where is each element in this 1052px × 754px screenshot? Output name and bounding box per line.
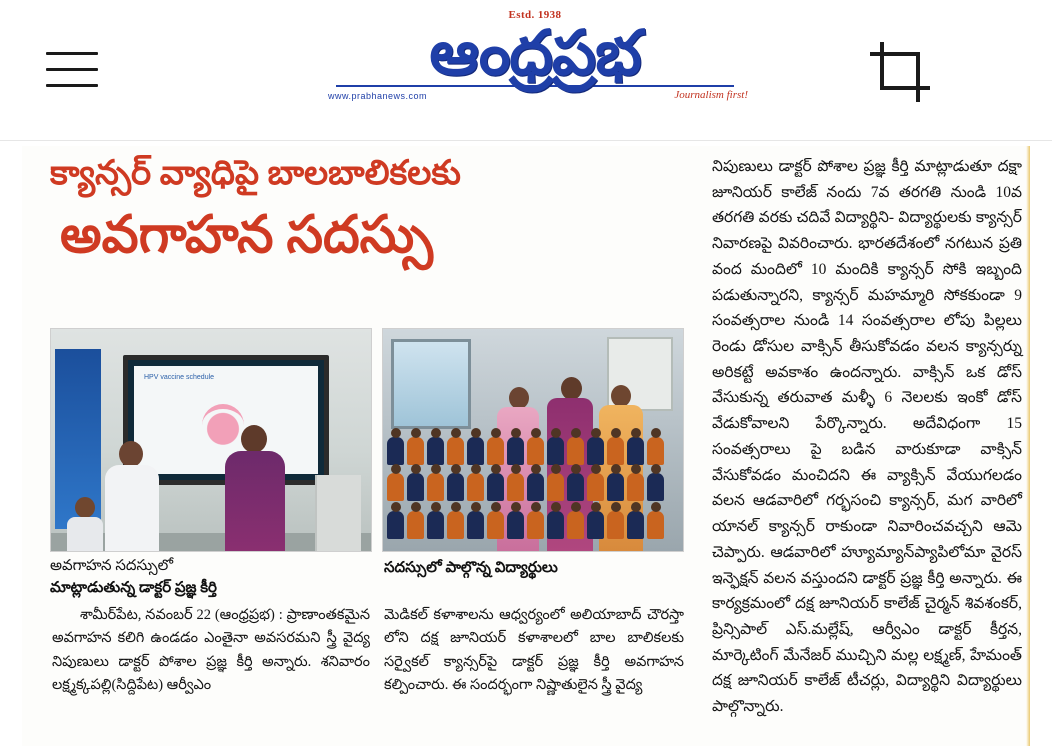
article-photo-2 [382, 328, 684, 552]
student-figure [527, 473, 544, 501]
photo-2-crowd-row-1 [383, 437, 684, 465]
photo-1-caption-line-1: అవగాహన సదస్సులో [50, 558, 174, 574]
photo-1-caption [50, 556, 380, 600]
student-figure [507, 511, 524, 539]
student-figure [467, 437, 484, 465]
photo-1-student-body [67, 517, 103, 551]
student-figure [627, 437, 644, 465]
student-figure [407, 437, 424, 465]
student-figure [587, 511, 604, 539]
student-figure [547, 473, 564, 501]
student-figure [447, 473, 464, 501]
article-column-2-paragraph: మెడికల్ కళాశాలను ఆధ్వర్యంలో అలియాబాద్ చౌరస్తా లోని దక్ష జూనియర్ కళాశాలలో బాల బాలికలకు సర్వైకల్ క్యాన్సర్‌పై డాక్టర్ ప్రజ్ఞ కీర్తి అవగాహన కల్పించారు. ఈ సందర్భంగా నిష్ణాతులైన స్త్రీ వైద్య [384, 607, 684, 694]
photo-1-speaker-head [241, 425, 267, 453]
student-figure [407, 511, 424, 539]
photo-2-person-c-head [611, 385, 631, 407]
student-figure [467, 511, 484, 539]
photo-1-person-left-head [119, 441, 143, 467]
app-header [0, 0, 1052, 141]
student-figure [547, 437, 564, 465]
photo-2-crowd-row-3 [383, 511, 684, 539]
student-figure [647, 511, 664, 539]
hamburger-bar-3 [46, 84, 98, 87]
student-figure [387, 511, 404, 539]
clipping-right-edge [1026, 146, 1030, 746]
photo-2-caption: సదస్సులో పాల్గొన్న విద్యార్థులు [384, 560, 558, 576]
student-figure [427, 437, 444, 465]
photo-1-caption-line-2: మాట్లాడుతున్న డాక్టర్ ప్రజ్ఞ కీర్తి [50, 579, 217, 596]
student-figure [567, 511, 584, 539]
headline-line-2: అవగాహన సదస్సు [60, 206, 433, 264]
student-figure [647, 437, 664, 465]
student-figure [527, 437, 544, 465]
student-figure [607, 473, 624, 501]
photo-1-podium [315, 475, 361, 551]
student-figure [567, 437, 584, 465]
photo-1-person-left-body [105, 465, 159, 552]
newspaper-page[interactable] [0, 140, 1052, 754]
student-figure [487, 511, 504, 539]
student-figure [447, 511, 464, 539]
student-figure [547, 511, 564, 539]
student-figure [387, 473, 404, 501]
photo-2-crowd-row-2 [383, 473, 684, 501]
student-figure [447, 437, 464, 465]
student-figure [427, 473, 444, 501]
student-figure [627, 511, 644, 539]
masthead-subline [300, 87, 770, 109]
headline-line-1: క్యాన్సర్ వ్యాధిపై బాలబాలికలకు [50, 155, 461, 192]
photo-2-person-a-head [509, 387, 529, 409]
photo-1-speaker [219, 425, 289, 551]
newspaper-clipping [22, 146, 1030, 746]
article-column-3-paragraph: నిపుణులు డాక్టర్ పోశాల ప్రజ్ఞ కీర్తి మాట్లాడుతూ దక్షా జూనియర్ కాలేజ్ నందు 7వ తరగతి నుండి 10వ తరగతి వరకు చదివే విద్యార్థిని- విద్యార్థులకు క్యాన్సర్ నివారణపై వివరించారు. భారతదేశంలో నగటున ప్రతి వంద మందిలో 10 మందికి క్యాన్సర్ సోకి ఇబ్బంది పడుతున్నారని, క్యాన్సర్ మహమ్మారి సోకకుండా 9 సంవత్సరాల నుండి 14 సంవత్సరాల లోపు పిల్లలు రెండు డోసుల వాక్సిన్ తీసుకోవడం వలన క్యాన్సర్ను అరికట్టే అవకాశం ఉందన్నారు. వాక్సిన్ ఒక డోస్ వేసుకున్న తరువాత మళ్ళీ 6 నెలలకు ఇంకో డోస్ వేడుకోవాలని పేర్కొన్నారు. అదేవిధంగా 15 సంవత్సరాలు పై బడిన వారుకూడా వాక్సిన్ వేసుకోవడం మంచిదని ఈ వ్యాక్సిన్ వేయుగలడం వలన ఆడవారిలో గర్భసంచి క్యాన్సర్, మగ వారిలో యానల్ క్యాన్సర్ రాకుండా నివారించవచ్చని ఆమె చెప్పారు. ఆడవారిలో హ్యూమ్యాన్‌ప్యాపిలోమా వైరస్ ఇన్ఫెక్షన్ వలన వస్తుందని డాక్టర్ ప్రజ్ఞ కీర్తి అన్నారు. ఈ కార్యక్రమంలో దక్ష జూనియర్ కాలేజ్ చైర్మన్ శివశంకర్, ప్రిన్సిపాల్ ఎస్.మల్లేష్, ఆర్వీఎం డాక్టర్ కీర్తన, మార్కెటింగ్ మేనేజర్ ముచ్చిని మల్ల లక్ష్మణ్, హేమంత్ దక్ష జూనియర్ కాలేజ్ టీచర్లు, విద్యార్థిని విద్యార్థులు పాల్గొన్నారు. [712, 158, 1022, 716]
student-figure [607, 511, 624, 539]
photo-2-scene [383, 329, 683, 551]
article-photo-1 [50, 328, 372, 552]
photo-2-window [391, 339, 471, 429]
student-figure [387, 437, 404, 465]
article-column-3 [712, 154, 1022, 724]
photo-2-student-crowd [383, 431, 683, 551]
photo-1-person-left [103, 441, 161, 551]
crop-icon[interactable] [866, 38, 940, 108]
student-figure [487, 437, 504, 465]
student-figure [627, 473, 644, 501]
photo-1-scene [51, 329, 371, 551]
article-column-1-paragraph: శామీర్‌పేట, నవంబర్ 22 (ఆంధ్రప్రభ) : ప్రాణాంతకమైన అవగాహన కలిగి ఉండడం ఎంతైనా అవసరమని స్త్రీ వైద్య నిపుణులు డాక్టర్ పోశాల ప్రజ్ఞ కీర్తి అన్నారు. శనివారం లక్ష్మక్కపల్లి(సిద్దిపేట) ఆర్వీఎం [52, 607, 370, 694]
hamburger-bar-2 [46, 68, 98, 71]
student-figure [487, 473, 504, 501]
student-figure [467, 473, 484, 501]
hamburger-menu-icon[interactable] [46, 52, 98, 92]
article-column-2 [384, 604, 684, 702]
student-figure [567, 473, 584, 501]
article-headline [50, 154, 680, 268]
student-figure [527, 511, 544, 539]
masthead-estd: Estd. 1938 [508, 9, 562, 21]
masthead-logo: ఆంధ్రప్రభ [429, 20, 641, 88]
photo-1-student-head [75, 497, 95, 518]
student-figure [587, 437, 604, 465]
hamburger-bar-1 [46, 52, 98, 55]
masthead-site-url: www.prabhanews.com [328, 91, 428, 101]
student-figure [647, 473, 664, 501]
student-figure [507, 473, 524, 501]
masthead-tagline: Journalism first! [674, 89, 748, 101]
student-figure [427, 511, 444, 539]
photo-1-slide-title: HPV vaccine schedule [144, 374, 215, 381]
student-figure [407, 473, 424, 501]
photo-2-person-b-head [561, 377, 582, 400]
photo-1-student [65, 497, 105, 551]
masthead[interactable] [300, 8, 770, 132]
photo-1-speaker-body [225, 451, 285, 551]
article-column-1 [52, 604, 370, 702]
student-figure [607, 437, 624, 465]
student-figure [587, 473, 604, 501]
student-figure [507, 437, 524, 465]
